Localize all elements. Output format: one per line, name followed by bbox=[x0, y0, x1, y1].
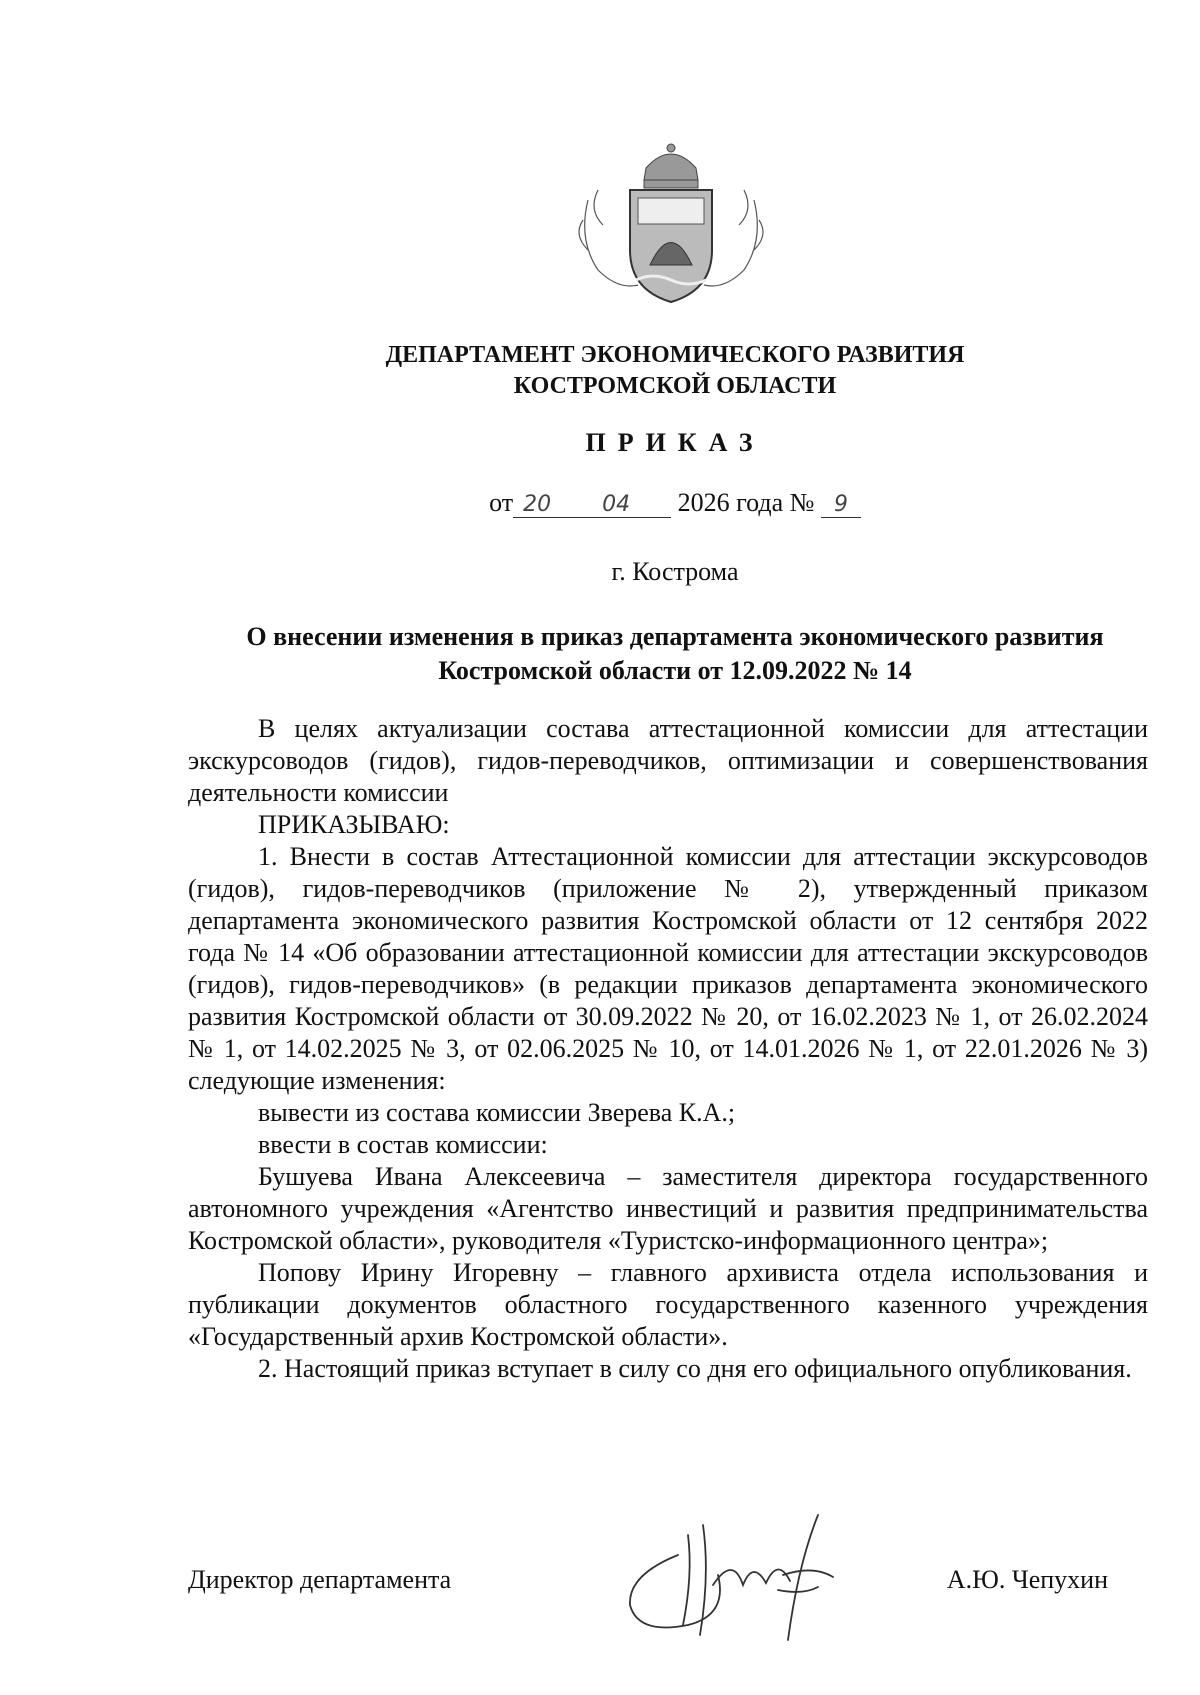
item-2: 2. Настоящий приказ вступает в силу со дня его официального опубликования. bbox=[258, 1354, 1132, 1383]
title-line-1: О внесении изменения в приказ департамента экономического развития bbox=[246, 622, 1104, 651]
document-type: ПРИКАЗ bbox=[585, 428, 765, 457]
document-title bbox=[180, 620, 1170, 688]
kostroma-region-coat-of-arms-icon bbox=[568, 140, 774, 308]
document-body bbox=[188, 713, 1148, 1385]
city: г. Кострома bbox=[611, 557, 739, 586]
new-member-1: Бушуева Ивана Алексеевича – заместителя директора государственного автономного учреждения «Агентство инвестиций и развития предпринимательства Костромской области», руководителя «Туристско-информационного центра»; bbox=[188, 1162, 1148, 1255]
date-day: 20 bbox=[513, 492, 561, 518]
signer-name: А.Ю. Чепухин bbox=[946, 1565, 1108, 1594]
item-1: 1. Внести в состав Аттестационной комиссии для аттестации экскурсоводов (гидов), гидов-переводчиков (приложение № 2), утвержденный приказом департамента экономического развития Костромской области от 12 сентября 2022 года № 14 «Об образовании аттестационной комиссии для аттестации экскурсоводов (гидов), гидов-переводчиков» (в редакции приказов департамента экономического развития Костромской области от 30.09.2022 № 20, от 16.02.2023 № 1, от 26.02.2024 № 1, от 14.02.2025 № 3, от 02.06.2025 № 10, от 14.01.2026 № 1, от 22.01.2026 № 3) следующие изменения: bbox=[188, 842, 1148, 1095]
add-members-intro: ввести в состав комиссии: bbox=[258, 1130, 548, 1159]
preamble: В целях актуализации состава аттестационной комиссии для аттестации экскурсоводов (гидов), гидов-переводчиков, оптимизации и совершенствования деятельности комиссии bbox=[188, 714, 1148, 807]
department-line-1: ДЕПАРТАМЕНТ ЭКОНОМИЧЕСКОГО РАЗВИТИЯ bbox=[385, 342, 965, 368]
department-line-2: КОСТРОМСКОЙ ОБЛАСТИ bbox=[513, 373, 837, 399]
date-prefix: от bbox=[489, 488, 514, 517]
date-month: 04 bbox=[561, 492, 671, 518]
signer-position: Директор департамента bbox=[188, 1565, 452, 1594]
order-number: 9 bbox=[821, 492, 861, 518]
title-line-2: Костромской области от 12.09.2022 № 14 bbox=[438, 656, 912, 685]
date-year-text: 2026 года № bbox=[677, 488, 815, 517]
signature-block bbox=[188, 1565, 1148, 1605]
new-member-2: Попову Ирину Игоревну – главного архивиста отдела использования и публикации документов областного государственного казенного учреждения «Государственный архив Костромской области». bbox=[188, 1258, 1148, 1351]
order-word: ПРИКАЗЫВАЮ: bbox=[258, 810, 450, 839]
department-name bbox=[180, 340, 1170, 402]
date-line bbox=[180, 488, 1170, 518]
remove-member: вывести из состава комиссии Зверева К.А.; bbox=[258, 1098, 736, 1127]
